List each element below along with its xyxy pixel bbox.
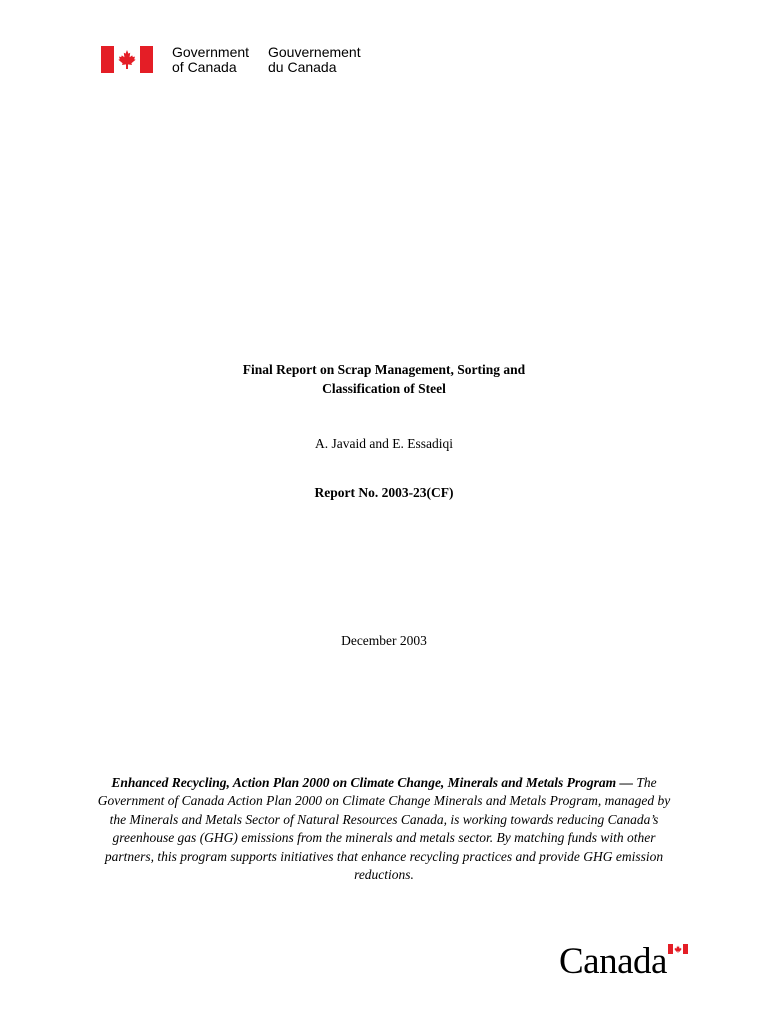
- report-date: December 2003: [341, 633, 427, 648]
- government-of-canada-english: [172, 45, 249, 75]
- wordmark-flag-icon: [668, 944, 688, 954]
- report-title: [0, 360, 768, 398]
- report-authors: A. Javaid and E. Essadiqi: [315, 436, 453, 451]
- government-of-canada-french: [268, 45, 361, 75]
- report-title-line2: Classification of Steel: [322, 381, 446, 396]
- gov-en-line2: of Canada: [172, 59, 237, 75]
- gov-fr-line1: Gouvernement: [268, 44, 361, 60]
- canada-flag-icon: [101, 46, 153, 73]
- program-name: Enhanced Recycling, Action Plan 2000 on Climate Change, Minerals and Metals Program: [111, 775, 617, 790]
- program-body: The Government of Canada Action Plan 2000 on Climate Change Minerals and Metals Program, managed by the Minerals and Metals Sector of Natural Resources Canada, is working towards reducing Canada’s greenhouse gas (GHG) emissions from the minerals and metals sector. By matching funds with other partners, this program supports initiatives that enhance recycling practices and provide GHG emission reductions.: [97, 775, 671, 883]
- canada-wordmark: [559, 942, 689, 982]
- gov-en-line1: Government: [172, 44, 250, 60]
- report-title-line1: Final Report on Scrap Management, Sorting and: [242, 362, 526, 377]
- program-dash: —: [616, 775, 637, 790]
- report-number: Report No. 2003-23(CF): [314, 485, 454, 500]
- program-description: [94, 774, 674, 884]
- canada-wordmark-text: Canada: [559, 941, 667, 982]
- gov-fr-line2: du Canada: [268, 59, 337, 75]
